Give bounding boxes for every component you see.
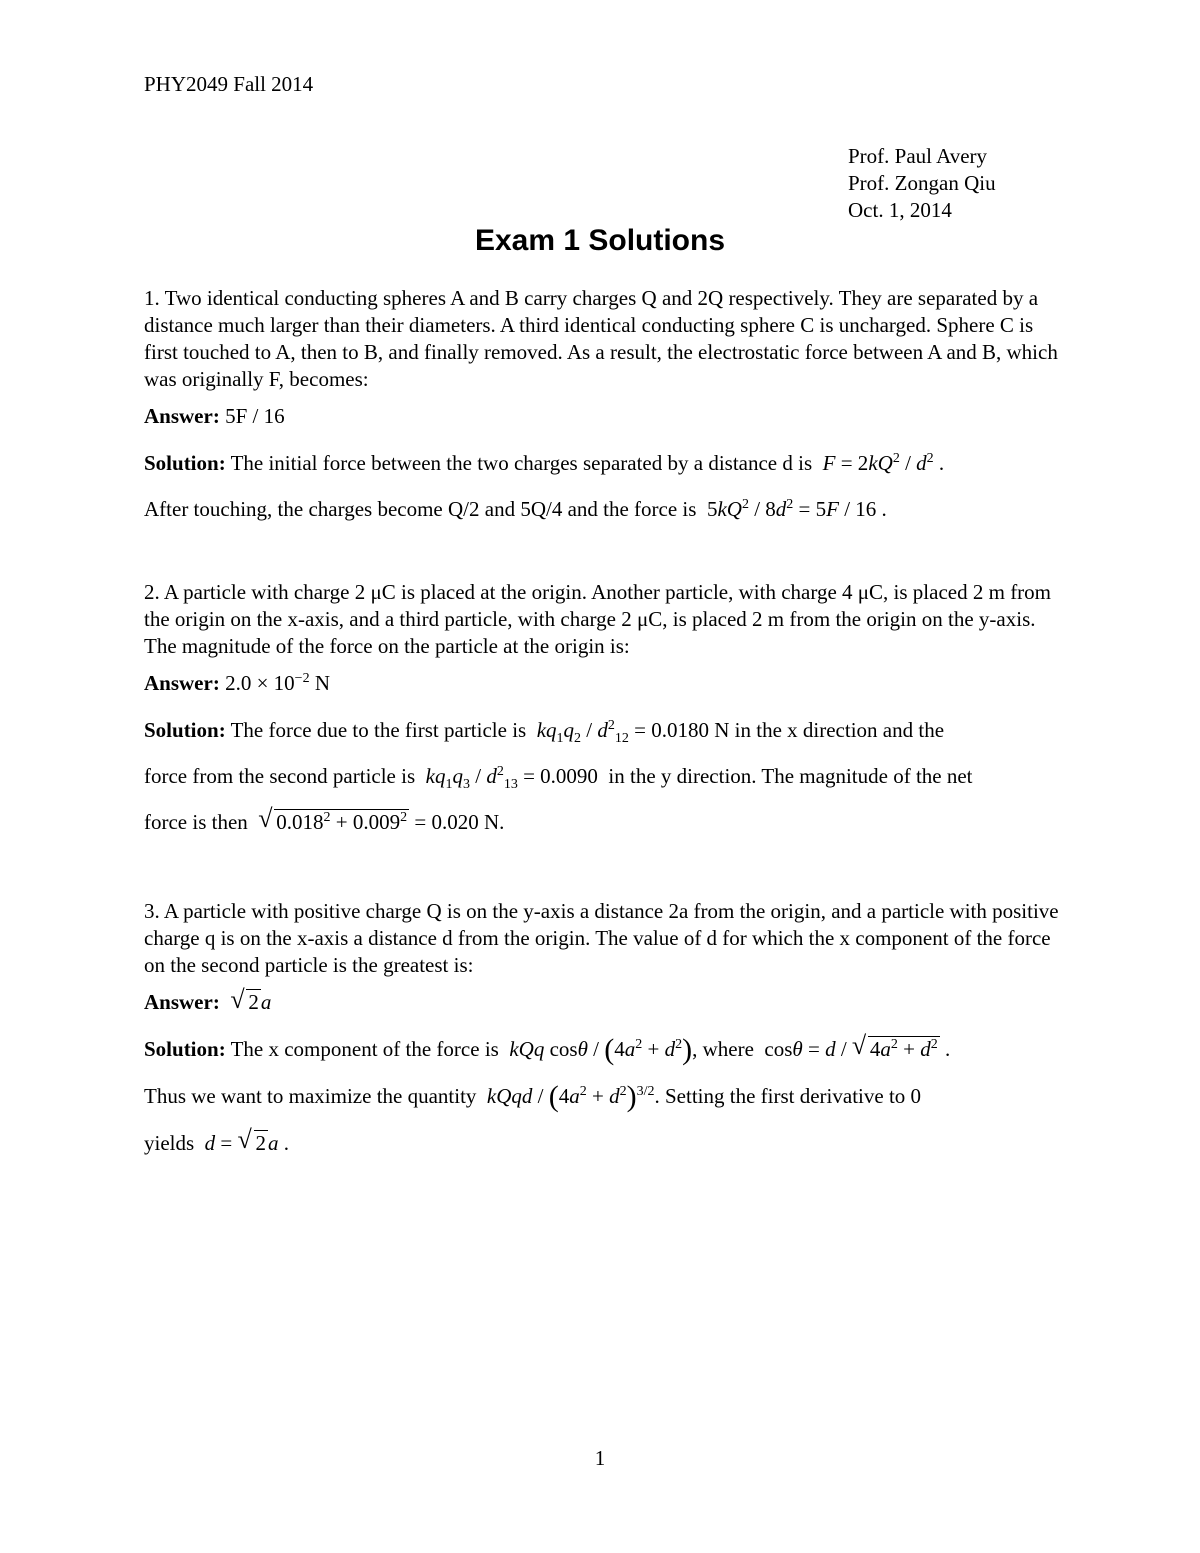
equation: d = √ 2a . [199,1131,289,1155]
equation: $kq_1q_3 / d^2_{13} = 0.0090$ [425,764,604,793]
exam-date: Oct. 1, 2014 [848,198,952,222]
answer-value: $2.0 \times 10^{-2}$ N [225,671,330,695]
solution-text: in the x direction and the [734,718,945,742]
equation: cosθ = d / √ $4a^2 + d^2$ . [759,1037,950,1061]
answer-line [144,403,1064,430]
solution-text: force is then [144,810,248,834]
professor-name: Prof. Paul Avery [848,144,988,168]
equation: $5kQ^2 / 8d^2 = 5F / 16$ . [701,497,887,521]
question-1 [144,285,1064,532]
answer-value: √ 2a [225,990,271,1014]
solution-text: Thus we want to maximize the quantity [144,1084,477,1108]
equation: $F = 2kQ^2 / d^2$ . [822,451,945,475]
solution [144,707,1064,845]
solution-text: force from the second particle is [144,764,416,788]
solution-label: Solution: [144,718,226,742]
equation: kQq $\cos\theta / (4a^2 + d^2)$ [509,1033,693,1066]
question-2 [144,579,1064,845]
answer-line [144,670,1064,697]
solution [144,440,1064,532]
equation: kQqd / $(4a^2 + d^2)^{3/2}$ [486,1080,655,1113]
course-header: PHY2049 Fall 2014 [144,72,314,96]
solution-label: Solution: [144,1037,226,1061]
answer-label: Answer: [144,404,220,428]
answer-label: Answer: [144,990,220,1014]
solution-text: After touching, the charges become Q/2 and 5Q/4 and the force is [144,497,697,521]
solution-text: , where [692,1037,754,1061]
question-3 [144,898,1064,1166]
solution-text: The x component of the force is [230,1037,499,1061]
question-text: 2. A particle with charge 2 μC is placed at the origin. Another particle, with charge 4 μC, is placed 2 m from the origin on the x-axis, and a third particle, with charge 2 μC, is placed 2 m from the origin on the y-axis. The magnitude of the force on the particle at the origin is: [144,580,1052,658]
solution-text: The initial force between the two charges separated by a distance d is [230,451,813,475]
equation: √ $0.018^2 + 0.009^2 = 0.020$ N. [253,810,504,834]
question-text: 3. A particle with positive charge Q is on the y-axis a distance 2a from the origin, and a particle with positive charge q is on the x-axis a distance d from the origin. The value of d for which the x component of the force on the second particle is the greatest is: [144,899,1059,977]
answer-line [144,989,1064,1016]
question-text: 1. Two identical conducting spheres A and B carry charges Q and 2Q respectively. They are separated by a distance much larger than their diameters. A third identical conducting sphere C is uncharged. Sphere C is first touched to A, then to B, and finally removed. As a result, the electrostatic force between A and B, which was originally F, becomes: [144,286,1058,391]
author-block [848,143,996,224]
solution-text: The force due to the first particle is [230,718,527,742]
solution-text: . Setting the first derivative to 0 [654,1084,922,1108]
solution [144,1026,1064,1166]
answer-value: 5F / 16 [225,404,285,428]
solution-text: yields [144,1131,195,1155]
solution-text: in the y direction. The magnitude of the net [608,764,973,788]
professor-name: Prof. Zongan Qiu [848,171,996,195]
answer-label: Answer: [144,671,220,695]
solution-label: Solution: [144,451,226,475]
equation: $kq_1q_2 / d^2_{12} = 0.0180$ N [536,718,730,747]
page-title: Exam 1 Solutions [474,224,726,257]
page-number: 1 [594,1446,606,1470]
